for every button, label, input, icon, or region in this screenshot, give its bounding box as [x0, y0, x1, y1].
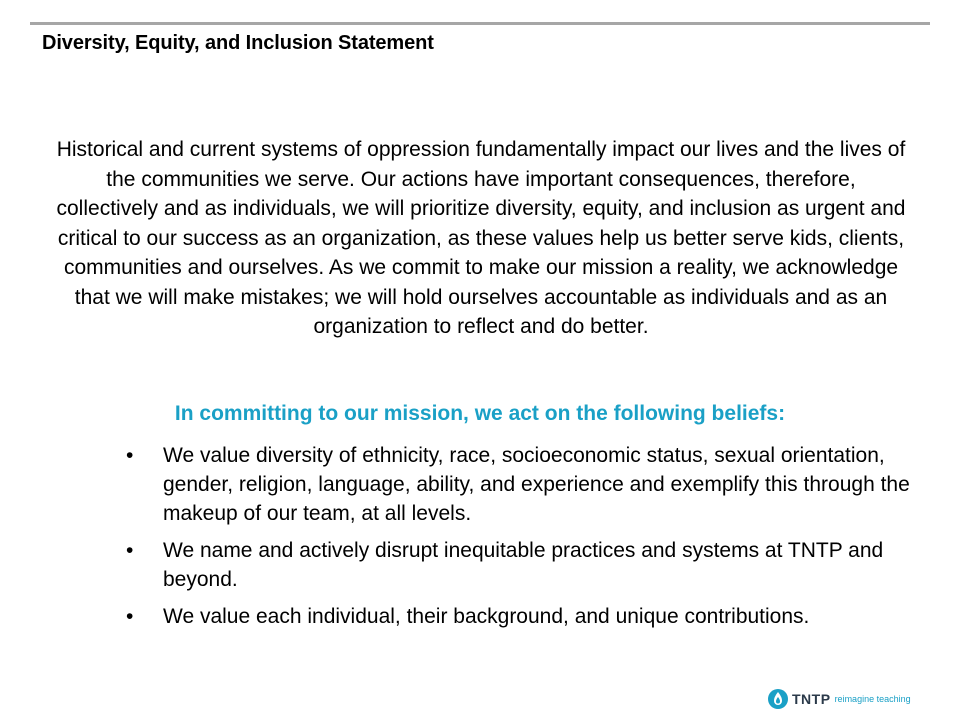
bullet-icon: •: [126, 539, 134, 562]
belief-item: [126, 441, 926, 528]
bullet-icon: •: [126, 605, 134, 628]
belief-text: We value diversity of ethnicity, race, socioeconomic status, sexual orientation, gender, religion, language, ability, and experience and exemplify this through the makeup of our team, at all levels.: [163, 444, 910, 525]
logo-tagline: reimagine teaching: [834, 694, 911, 704]
beliefs-list: [126, 441, 926, 639]
belief-item: [126, 602, 926, 631]
bullet-icon: •: [126, 444, 134, 467]
logo-name: TNTP: [792, 691, 831, 707]
tntp-logo-icon: [768, 689, 788, 709]
belief-item: [126, 536, 926, 594]
belief-text: We name and actively disrupt inequitable practices and systems at TNTP and beyond.: [163, 539, 884, 591]
belief-text: We value each individual, their background, and unique contributions.: [163, 605, 810, 628]
title-divider: [30, 22, 930, 25]
dei-statement: Historical and current systems of oppression fundamentally impact our lives and the lives of the communities we serve. Our actions have important consequences, therefore, collectively and as individuals, we will prioritize diversity, equity, and inclusion as urgent and critical to our success as an organization, as these values help us better serve kids, clients, communities and ourselves. As we commit to make our mission a reality, we acknowledge that we will make mistakes; we will hold ourselves accountable as individuals and as an organization to reflect and do better.: [56, 138, 906, 338]
tntp-logo: [768, 688, 911, 710]
slide-title: Diversity, Equity, and Inclusion Statement: [42, 32, 434, 54]
beliefs-heading: In committing to our mission, we act on the following beliefs:: [174, 402, 786, 425]
